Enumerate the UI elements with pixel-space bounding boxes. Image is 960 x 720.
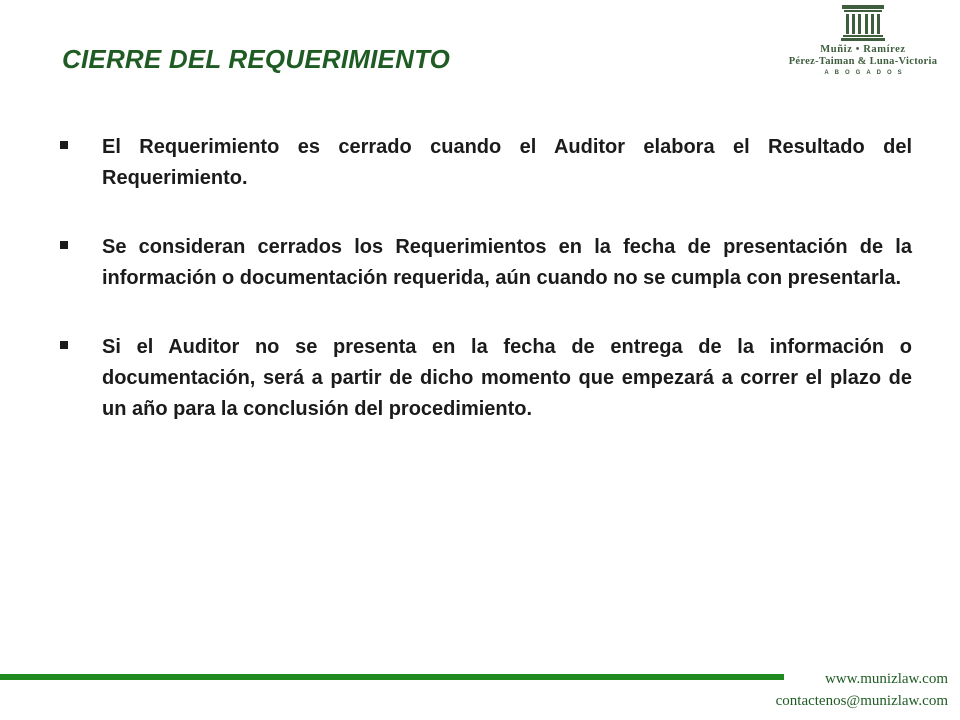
footer-website-link[interactable]: www.munizlaw.com xyxy=(824,671,948,687)
footer-email-link[interactable]: contactenos@munizlaw.com xyxy=(775,693,948,709)
bullet-item xyxy=(56,332,912,425)
square-bullet-icon xyxy=(60,241,68,249)
bullet-text: Se consideran cerrados los Requerimientos en la fecha de presentación de la información o documentación requerida, aún cuando no se cumpla con presentarla. xyxy=(102,236,912,289)
logo-firm-line3: ABOGADOS xyxy=(824,70,908,76)
building-columns-icon xyxy=(840,4,886,42)
firm-logo xyxy=(770,4,956,88)
footer-contact xyxy=(776,668,948,712)
logo-firm-line2: Pérez-Taiman & Luna-Victoria xyxy=(788,56,938,67)
footer-divider xyxy=(0,674,784,680)
bullet-text: El Requerimiento es cerrado cuando el Auditor elabora el Resultado del Requerimiento. xyxy=(102,136,912,189)
square-bullet-icon xyxy=(60,141,68,149)
slide-title: CIERRE DEL REQUERIMIENTO xyxy=(62,44,451,74)
bullet-list xyxy=(56,132,912,463)
bullet-item xyxy=(56,232,912,294)
bullet-item xyxy=(56,132,912,194)
bullet-text: Si el Auditor no se presenta en la fecha de entrega de la información o documentación, será a partir de dicho momento que empezará a correr el plazo de un año para la conclusión del procedimiento. xyxy=(102,336,912,420)
square-bullet-icon xyxy=(60,341,68,349)
logo-firm-line1: Muñiz • Ramírez xyxy=(820,44,906,55)
